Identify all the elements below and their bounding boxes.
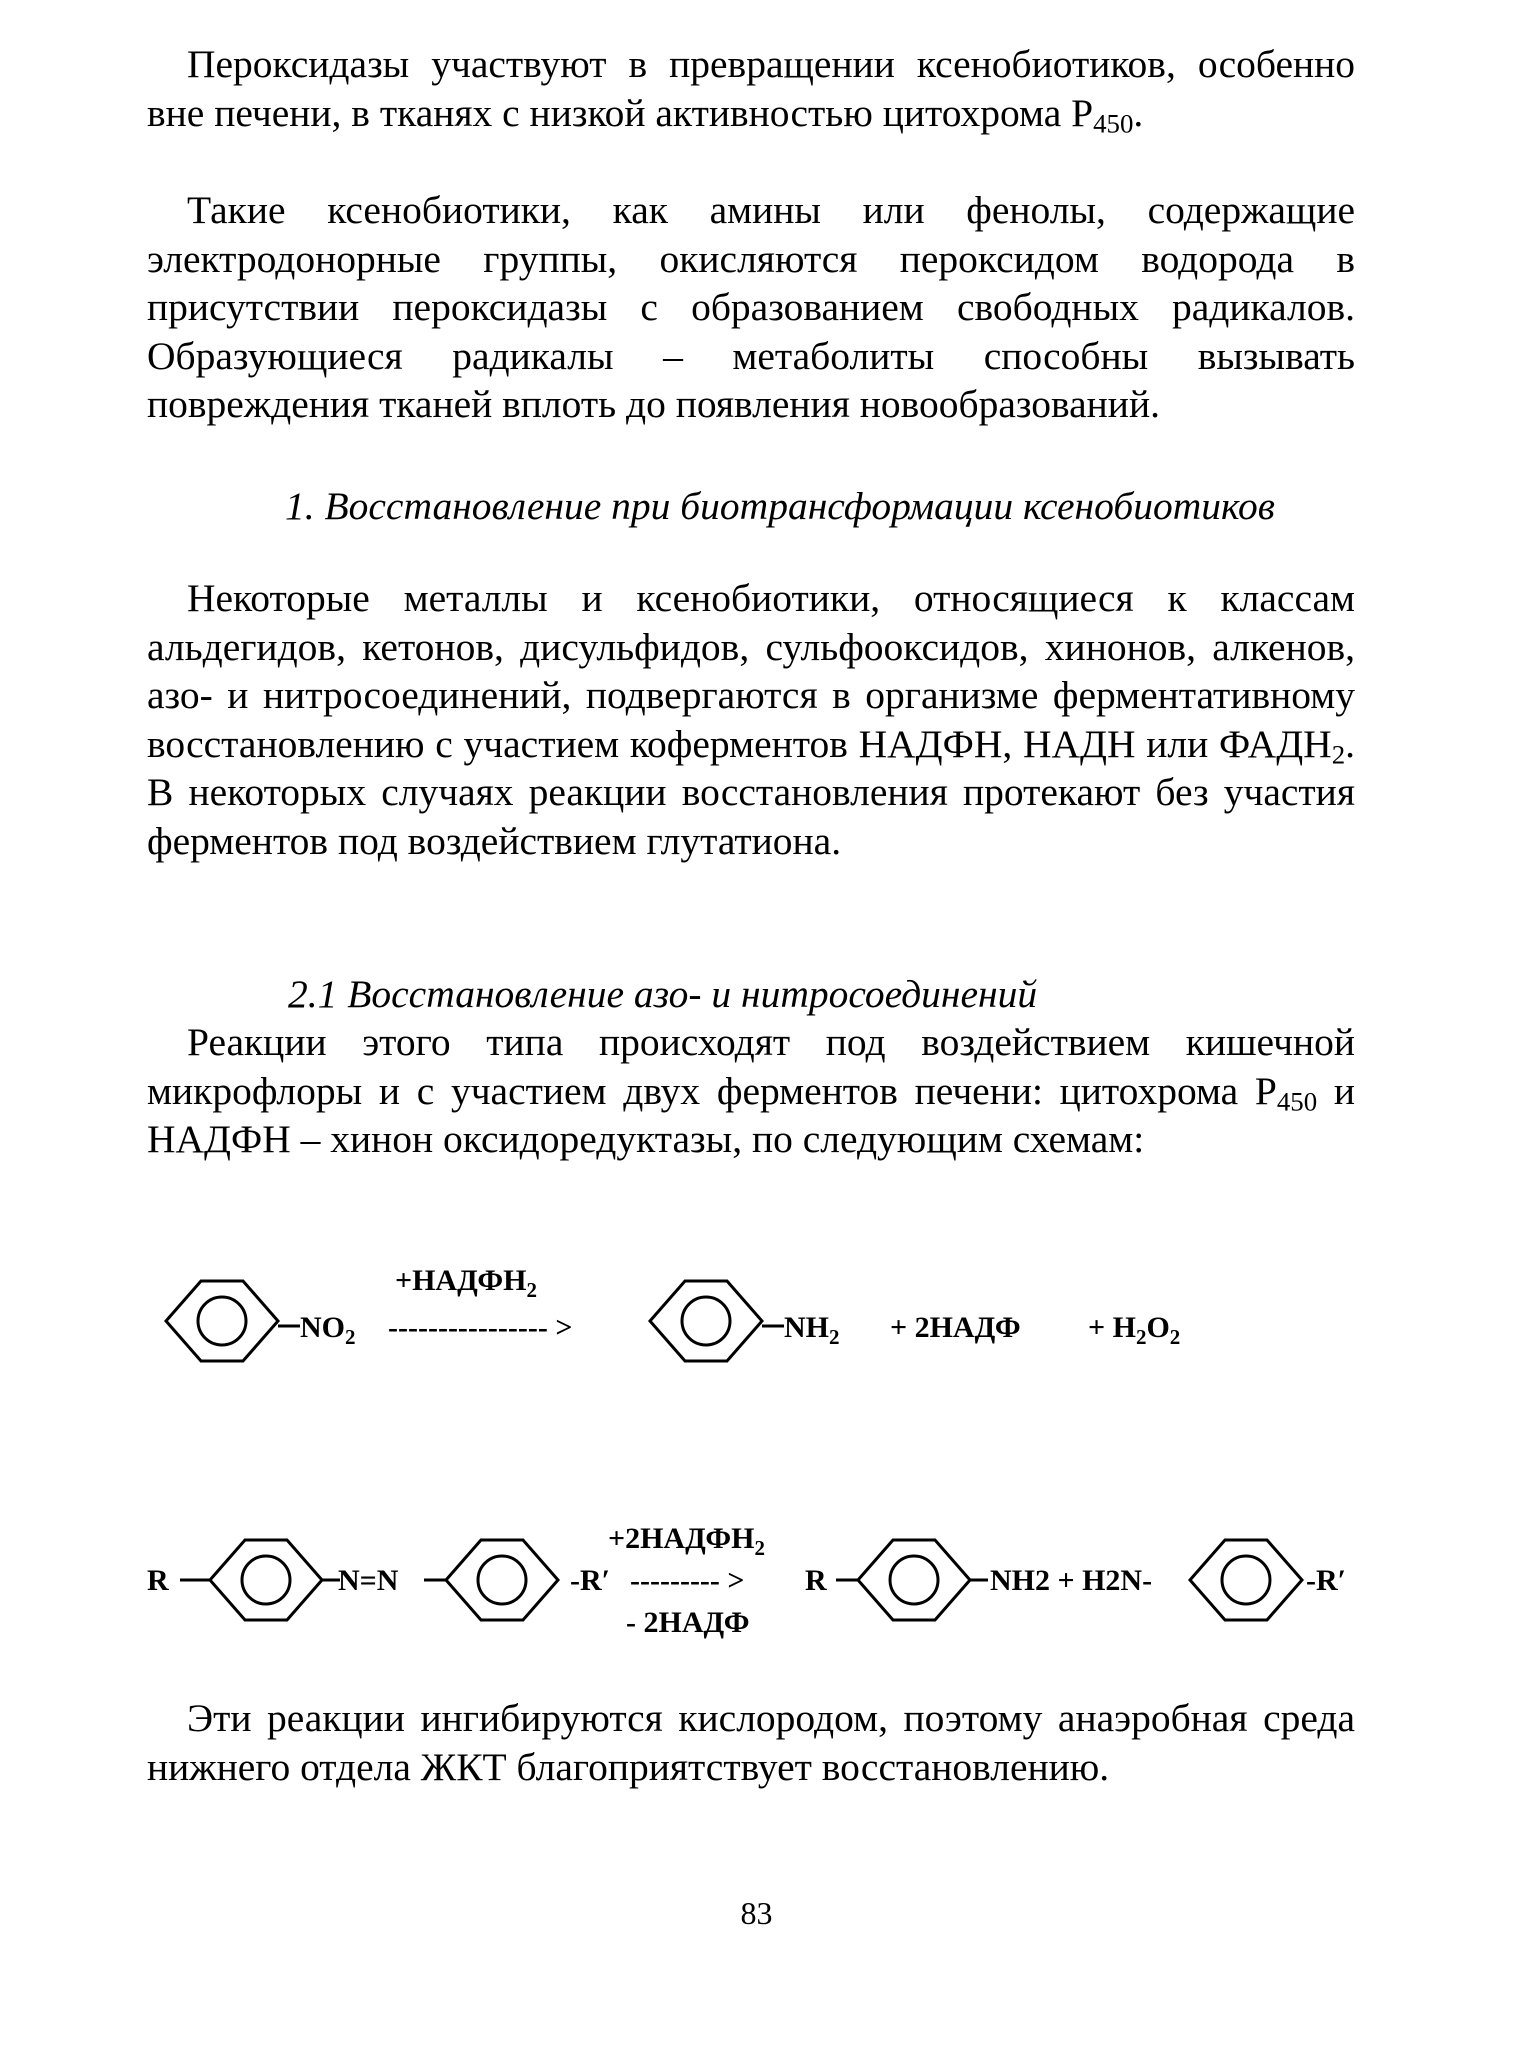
benzene-ring xyxy=(858,1540,970,1620)
benzene-ring xyxy=(1190,1540,1302,1620)
benzene-ring xyxy=(446,1540,558,1620)
aromatic-circle xyxy=(242,1556,290,1604)
substituent-nh2: $NH_2$ xyxy=(784,1311,840,1349)
radical-r: R xyxy=(805,1564,827,1597)
aromatic-circle xyxy=(478,1556,526,1604)
aromatic-circle xyxy=(1222,1556,1270,1604)
paragraph-xenobiotics: Такие ксенобиотики, как амины или фенолы, содержащие электродонорные группы, окисляются пероксидом водорода в присутствии пероксидазы с образованием свободных радикалов. Образующиеся радикалы – метаболиты способны вызывать повреждения тканей вплоть до появления новообразований. xyxy=(147,188,1355,426)
benzene-ring xyxy=(650,1281,762,1361)
section-heading-azo-nitro: 2.1 Восстановление азо- и нитросоединений xyxy=(288,972,1038,1016)
byproduct-2nadp: - 2НАДФ xyxy=(626,1606,750,1639)
paragraph-reactions: Реакции этого типа происходят под воздействием кишечной микрофлоры и с участием двух ферментов печени: цитохрома $Р_{450}$ и НАДФН – хинон оксидоредуктазы, по следующим схемам: xyxy=(147,1020,1356,1161)
reagent-2nadph2: $+2НАДФН_2$ xyxy=(608,1522,765,1560)
section-heading-reduction: 1. Восстановление при биотрансформации ксенобиотиков xyxy=(285,484,1275,528)
radical-r-prime: -R′ xyxy=(570,1564,611,1597)
reagent-nadph2: $+НАДФН_2$ xyxy=(395,1264,537,1302)
paragraph-peroxidases: Пероксидазы участвуют в превращении ксенобиотиков, особенно вне печени, в тканях с низкой активностью цитохрома $Р_{450}$. xyxy=(147,42,1355,139)
aromatic-circle xyxy=(890,1556,938,1604)
radical-r-prime: -R′ xyxy=(1306,1564,1347,1597)
paragraph-metals: Некоторые металлы и ксенобиотики, относящиеся к классам альдегидов, кетонов, дисульфидов, сульфооксидов, хинонов, алкенов, азо- и нитросоединений, подвергаются в организме ферментативному восстановлению с участием коферментов НАДФН, НАДН или $ФАДН_2$. В некоторых случаях реакции восстановления протекают без участия ферментов под воздействием глутатиона. xyxy=(147,576,1355,863)
aromatic-circle xyxy=(682,1297,730,1345)
substituent-no2: $NO_2$ xyxy=(300,1311,356,1349)
benzene-ring xyxy=(166,1281,278,1361)
reaction-arrow: ---------------- > xyxy=(388,1311,573,1344)
reaction-arrow: --------- > xyxy=(630,1564,745,1597)
benzene-ring xyxy=(210,1540,322,1620)
radical-r: R xyxy=(147,1564,169,1597)
page-number: 83 xyxy=(740,1895,773,1931)
product-2nadp: + 2НАДФ xyxy=(890,1311,1021,1344)
aromatic-circle xyxy=(198,1297,246,1345)
reaction-azo-reduction xyxy=(147,1522,1346,1639)
paragraph-inhibition: Эти реакции ингибируются кислородом, поэтому анаэробная среда нижнего отдела ЖКТ благоприятствует восстановлению. xyxy=(147,1696,1355,1789)
product-h2o2: + $H_2O_2$ xyxy=(1088,1311,1181,1349)
azo-group: N=N xyxy=(338,1564,399,1597)
amine-products: NH2 + H2N- xyxy=(990,1564,1153,1597)
reaction-nitro-reduction xyxy=(166,1264,1180,1361)
